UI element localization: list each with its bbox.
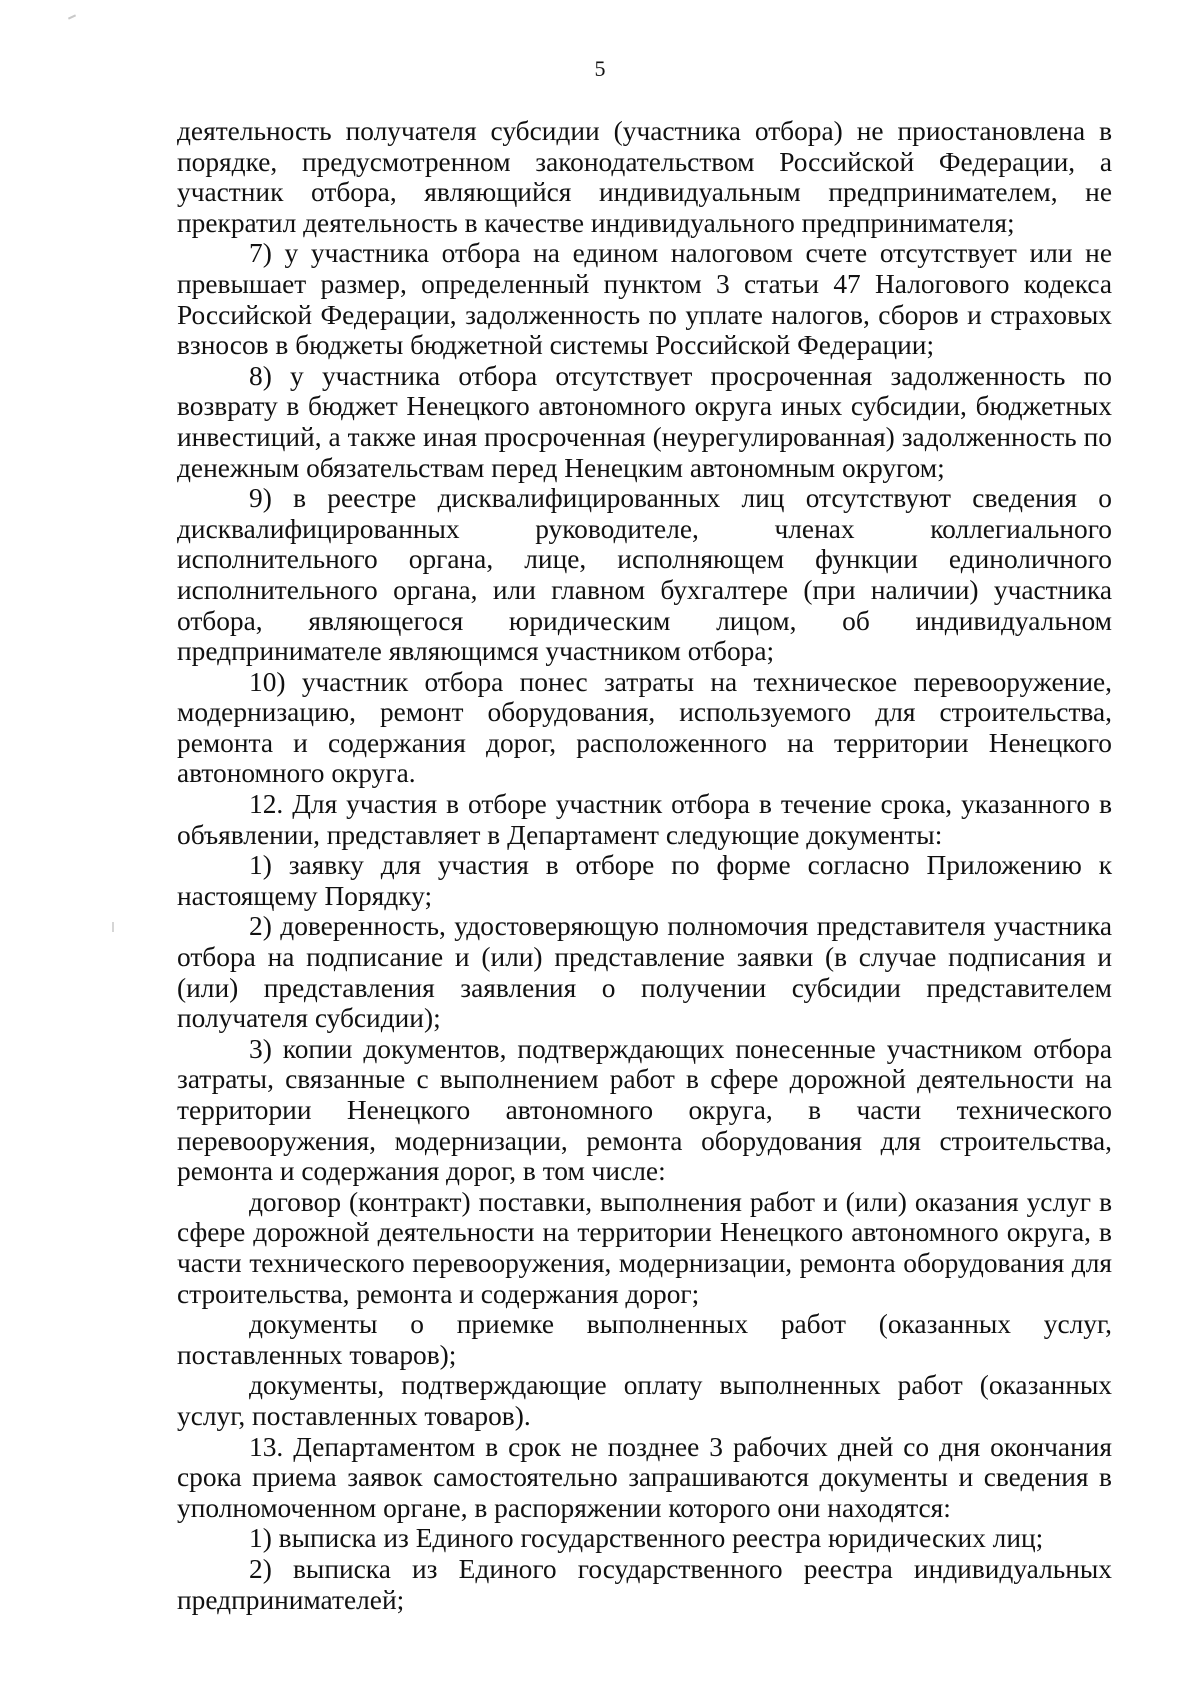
paragraph: договор (контракт) поставки, выполнения работ и (или) оказания услуг в сфере дорожной деятельности на территории Ненецкого автономного округа, в части технического перевооружения, модернизации, ремонта оборудования для строительства, ремонта и содержания дорог; xyxy=(177,1186,1112,1309)
paragraph: деятельность получателя субсидии (участника отбора) не приостановлена в порядке, предусмотренном законодательством Российской Федерации, а участник отбора, являющийся индивидуальным предпринимателем, не прекратил деятельность в качестве индивидуального предпринимателя; xyxy=(177,116,1112,238)
paragraph: 10) участник отбора понес затраты на техническое перевооружение, модернизацию, ремонт оборудования, используемого для строительства, ремонта и содержания дорог, расположенного на территории Ненецкого автономного округа. xyxy=(177,666,1112,789)
paragraph: 1) заявку для участия в отборе по форме согласно Приложению к настоящему Порядку; xyxy=(177,850,1112,911)
scan-artifact xyxy=(112,922,114,932)
paragraph: 13. Департаментом в срок не позднее 3 рабочих дней со дня окончания срока приема заявок самостоятельно запрашиваются документы и сведения в уполномоченном органе, в распоряжении которого они находятся: xyxy=(177,1431,1112,1523)
paragraph: 3) копии документов, подтверждающих понесенные участником отбора затраты, связанные с выполнением работ в сфере дорожной деятельности на территории Ненецкого автономного округа, в части технического перевооружения, модернизации, ремонта оборудования для строительства, ремонта и содержания дорог, в том числе: xyxy=(177,1033,1112,1187)
paragraph: документы о приемке выполненных работ (оказанных услуг, поставленных товаров); xyxy=(177,1309,1112,1370)
page-number: 5 xyxy=(594,56,606,81)
paragraph: документы, подтверждающие оплату выполненных работ (оказанных услуг, поставленных товаров). xyxy=(177,1370,1112,1431)
paragraph: 2) доверенность, удостоверяющую полномочия представителя участника отбора на подписание и (или) представление заявки (в случае подписания и (или) представления заявления о получении субсидии представителем получателя субсидии); xyxy=(177,911,1112,1034)
paragraph: 2) выписка из Единого государственного реестра индивидуальных предпринимателей; xyxy=(177,1553,1112,1615)
paragraph: 8) у участника отбора отсутствует просроченная задолженность по возврату в бюджет Ненецкого автономного округа иных субсидии, бюджетных инвестиций, а также иная просроченная (неурегулированная) задолженность по денежным обязательствам перед Ненецким автономным округом; xyxy=(177,360,1112,483)
document-body xyxy=(177,116,1112,1615)
paragraph: 7) у участника отбора на едином налоговом счете отсутствует или не превышает размер, определенный пунктом 3 статьи 47 Налогового кодекса Российской Федерации, задолженность по уплате налогов, сборов и страховых взносов в бюджеты бюджетной системы Российской Федерации; xyxy=(177,238,1112,361)
paragraph: 12. Для участия в отборе участник отбора в течение срока, указанного в объявлении, представляет в Департамент следующие документы: xyxy=(177,789,1112,850)
paragraph: 9) в реестре дисквалифицированных лиц отсутствуют сведения о дисквалифицированных руководителе, членах коллегиального исполнительного органа, лице, исполняющем функции единоличного исполнительного органа, или главном бухгалтере (при наличии) участника отбора, являющегося юридическим лицом, об индивидуальном предпринимателе являющимся участником отбора; xyxy=(177,483,1112,667)
paragraph: 1) выписка из Единого государственного реестра юридических лиц; xyxy=(249,1523,1044,1554)
scan-artifact xyxy=(68,14,76,19)
